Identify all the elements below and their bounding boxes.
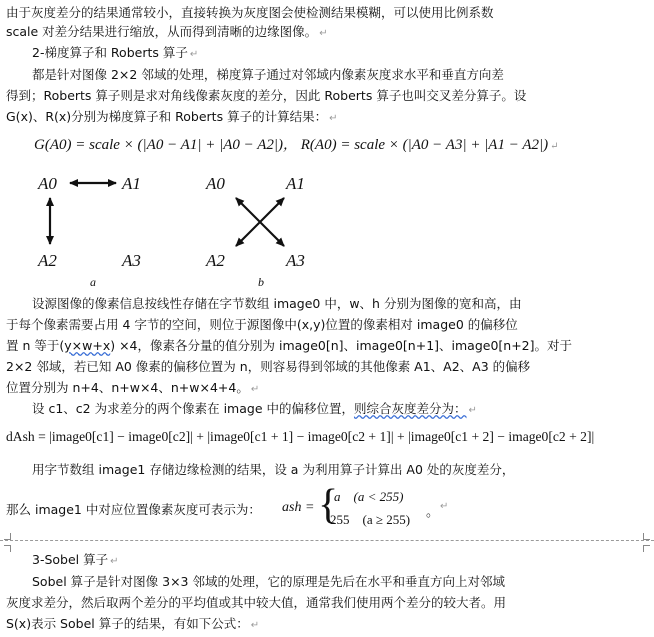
diagram-a-a1: A1 [122,174,141,193]
text-line-10: 2×2 邻域，若已知 A0 像素的偏移位置为 n，则容易得到邻域的其他像素 A1、A2、A3 的偏移 [6,359,531,374]
text-line-1: 由于灰度差分的结果通常较小，直接转换为灰度图会使检测结果模糊，可以使用比例系数 [6,5,494,20]
text-line-9: 置 n 等于(y×w+x) ×4，像素各分量的值分别为 image0[n]、image0[n+1]、image0[n+2]。对于 [6,338,573,353]
diagram-b-a3: A3 [286,251,305,270]
paragraph-mark-icon: ↵ [110,556,119,567]
paragraph-mark-icon: ↵ [319,28,328,39]
formula-gradient: G(A0) = scale × (|A0 − A1| + |A0 − A2|) [34,137,284,153]
paragraph-mark-icon: ↵ [468,405,477,416]
section-heading-sobel: 3-Sobel 算子 ↵ [32,552,119,567]
paragraph-mark-icon: ↵ [189,49,199,60]
page-corner-mark [4,533,11,540]
formula-roberts: R(A0) = scale × (|A0 − A3| + |A1 − A2|) [300,137,549,153]
text-line-13: 用字节数组 image1 存储边缘检测的结果，设 a 为利用算子计算出 A0 处的灰度差分， [32,462,515,477]
paragraph-mark-icon: ↵ [250,384,260,395]
page-corner-mark [643,533,650,540]
text-line-4: 都是针对图像 2×2 邻域的处理，梯度算子通过对邻域内像素灰度求水平和垂直方向差 [32,67,504,82]
text-line-5: 得到；Roberts 算子则是求对角线像素灰度的差分，因此 Roberts 算子也叫交叉差分算子。设 [6,88,527,103]
diagram-a-a2: A2 [38,251,57,270]
text-line-14: 那么 image1 中对应位置像素灰度可表示为： [6,502,261,517]
page-corner-mark [4,545,11,552]
diagram-label-b: b [258,275,264,289]
text-line-16: 灰度求差分，然后取两个差分的平均值或其中较大值，通常我们使用两个差分的较大者。用 [6,595,507,610]
text-line-17: S(x)表示 Sobel 算子的结果，有如下公式： ↵ [6,616,260,631]
paragraph-mark-icon: ↵ [329,113,338,124]
diagram-label-a: a [90,275,96,289]
brace: { [318,482,339,528]
text-line-15: Sobel 算子是针对图像 3×3 邻域的处理，它的原理是先后在水平和垂直方向上对邻域 [32,574,505,589]
paragraph-mark-icon: ↵ [250,620,260,631]
paragraph-mark-icon: ↵ [440,501,449,512]
formula-ash: ash = { a (a < 255) 255 (a ≥ 255) 。 ↵ [282,482,449,528]
text-line-8: 于每个像素需要占用 4 字节的空间，则位于源图像中(x,y)位置的像素相对 image0 的偏移位 [6,317,518,332]
diagram-b-a2: A2 [206,251,225,270]
paragraph-mark-icon: ↵ [550,141,559,152]
formula-dash: dAsh = |image0[c1] − image0[c2]| + |image0[c1 + 1] − image0[c2 + 1]| + |image0[c1 + 2] − image0[c2 + 2]| [6,429,595,444]
text-line-12: 设 c1、c2 为求差分的两个像素在 image 中的偏移位置，则综合灰度差分为： ↵ [32,401,477,416]
text-line-6: G(x)、R(x)分别为梯度算子和 Roberts 算子的计算结果： ↵ [6,109,338,124]
diagram-b-a1: A1 [286,174,305,193]
page-break-divider [0,540,654,541]
text-line-11: 位置分别为 n+4、n+w×4、n+w×4+4。 ↵ [6,380,260,395]
page-corner-mark [643,545,650,552]
section-heading-roberts: 2-梯度算子和 Roberts 算子 ↵ [32,45,199,60]
formula-gradient-roberts: G(A0) = scale × (|A0 − A1| + |A0 − A2|)， R(A0) = scale × (|A0 − A3| + |A1 − A2|) ↵ [34,137,559,153]
neighborhood-diagram [30,170,330,292]
text-line-7: 设源图像的像素信息按线性存储在字节数组 image0 中，w、h 分别为图像的宽和高，由 [32,296,522,311]
diagram-a-a0: A0 [38,174,57,193]
diagram-b-a0: A0 [206,174,225,193]
text-line-2: scale 对差分结果进行缩放，从而得到清晰的边缘图像。 ↵ [6,24,328,39]
diagram-a-a3: A3 [122,251,141,270]
